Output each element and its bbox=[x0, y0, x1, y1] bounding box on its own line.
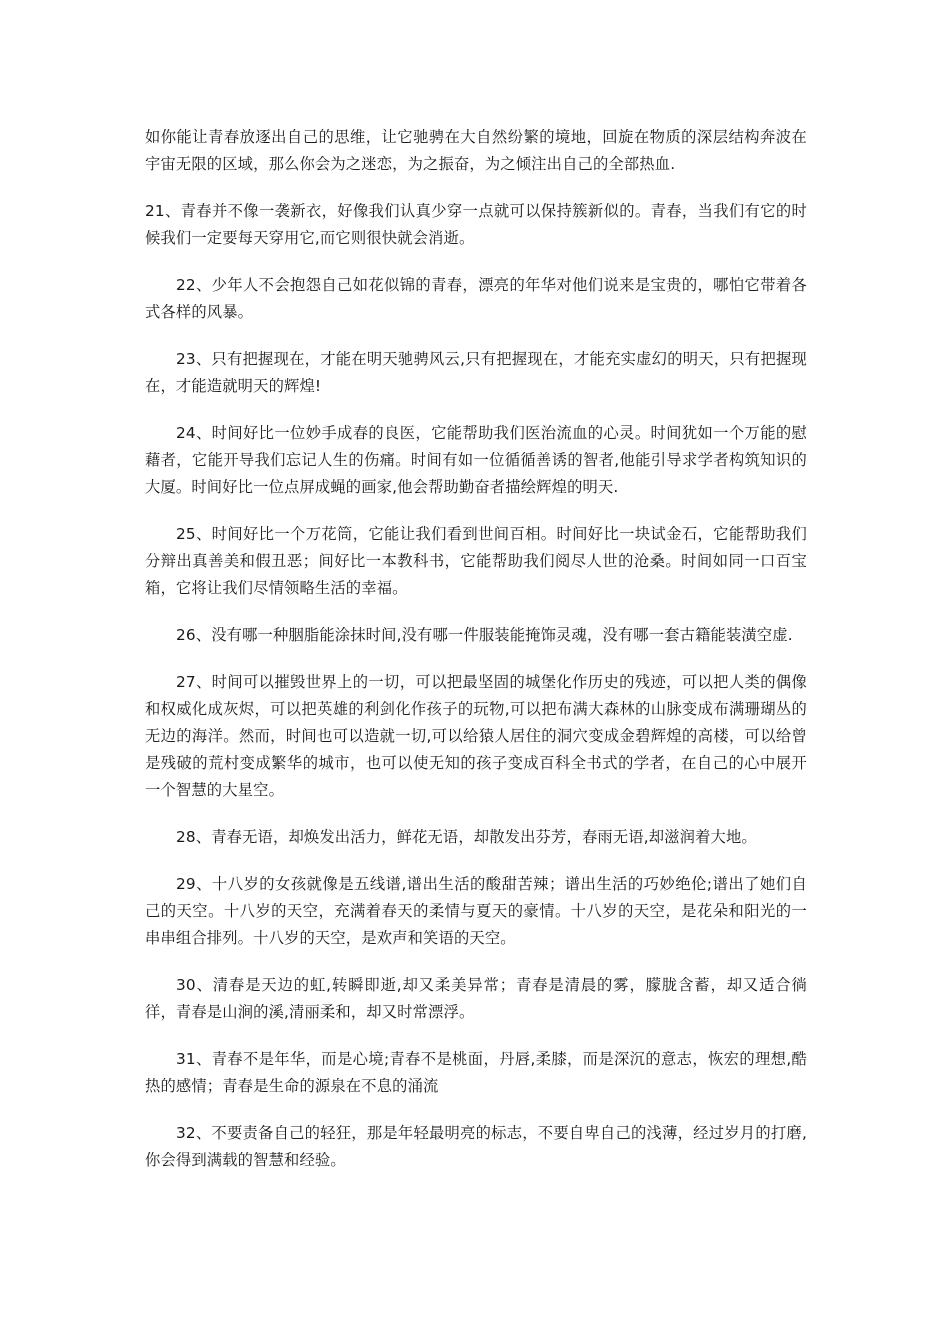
paragraph-4: 24、时间好比一位妙手成春的良医，它能帮助我们医治流血的心灵。时间犹如一个万能的慰藉者，它能开导我们忘记人生的伤痛。时间有如一位循循善诱的智者,他能引导求学者构筑知识的大厦。时间好比一位点屏成蝇的画家,他会帮助勤奋者描绘辉煌的明天. bbox=[145, 424, 807, 496]
paragraph-6: 26、没有哪一种胭脂能涂抹时间,没有哪一件服装能掩饰灵魂，没有哪一套古籍能装潢空虚. bbox=[176, 626, 793, 644]
paragraph-1: 21、青春并不像一袭新衣，好像我们认真少穿一点就可以保持簇新似的。青春，当我们有它的时候我们一定要每天穿用它,而它则很快就会消逝。 bbox=[145, 202, 807, 247]
paragraph-9: 29、十八岁的女孩就像是五线谱,谱出生活的酸甜苦辣；谱出生活的巧妙绝伦;谱出了她们自己的天空。十八岁的天空，充满着春天的柔情与夏天的豪情。十八岁的天空，是花朵和阳光的一串串组合排列。十八岁的天空，是欢声和笑语的天空。 bbox=[145, 875, 807, 947]
paragraph-10: 30、清春是天边的虹,转瞬即逝,却又柔美异常；青春是清晨的雾，朦胧含蓄，却又适合徜徉，青春是山涧的溪,清丽柔和，却又时常漂浮。 bbox=[145, 976, 807, 1021]
paragraph-12: 32、不要责备自己的轻狂，那是年轻最明亮的标志，不要自卑自己的浅薄，经过岁月的打磨,你会得到满载的智慧和经验。 bbox=[145, 1124, 807, 1169]
paragraph-7: 27、时间可以摧毁世界上的一切，可以把最坚固的城堡化作历史的残迹，可以把人类的偶像和权威化成灰烬，可以把英雄的利剑化作孩子的玩物,可以把布满大森林的山脉变成布满珊瑚丛的无边的海洋。然而，时间也可以造就一切,可以给猿人居住的洞穴变成金碧辉煌的高楼，可以给曾是残破的荒村变成繁华的城市，也可以使无知的孩子变成百科全书式的学者，在自己的心中展开一个智慧的大星空。 bbox=[145, 673, 807, 799]
paragraph-0: 如你能让青春放逐出自己的思维，让它驰骋在大自然纷繁的境地，回旋在物质的深层结构奔波在宇宙无限的区域，那么你会为之迷恋，为之振奋，为之倾注出自己的全部热血. bbox=[145, 128, 807, 173]
paragraph-5: 25、时间好比一个万花筒，它能让我们看到世间百相。时间好比一块试金石，它能帮助我们分辩出真善美和假丑恶；间好比一本教科书，它能帮助我们阅尽人世的沧桑。时间如同一口百宝箱，它将让我们尽情领略生活的幸福。 bbox=[145, 525, 807, 597]
paragraph-11: 31、青春不是年华，而是心境;青春不是桃面，丹唇,柔膝，而是深沉的意志，恢宏的理想,酷热的感情；青春是生命的源泉在不息的涌流 bbox=[145, 1050, 807, 1095]
paragraph-2: 22、少年人不会抱怨自己如花似锦的青春，漂亮的年华对他们说来是宝贵的，哪怕它带着各式各样的风暴。 bbox=[145, 276, 807, 321]
paragraph-8: 28、青春无语，却焕发出活力，鲜花无语，却散发出芬芳，春雨无语,却滋润着大地。 bbox=[176, 828, 757, 846]
paragraph-3: 23、只有把握现在，才能在明天驰骋风云,只有把握现在，才能充实虚幻的明天，只有把握现在，才能造就明天的辉煌! bbox=[145, 350, 807, 395]
document-body bbox=[145, 124, 807, 1194]
